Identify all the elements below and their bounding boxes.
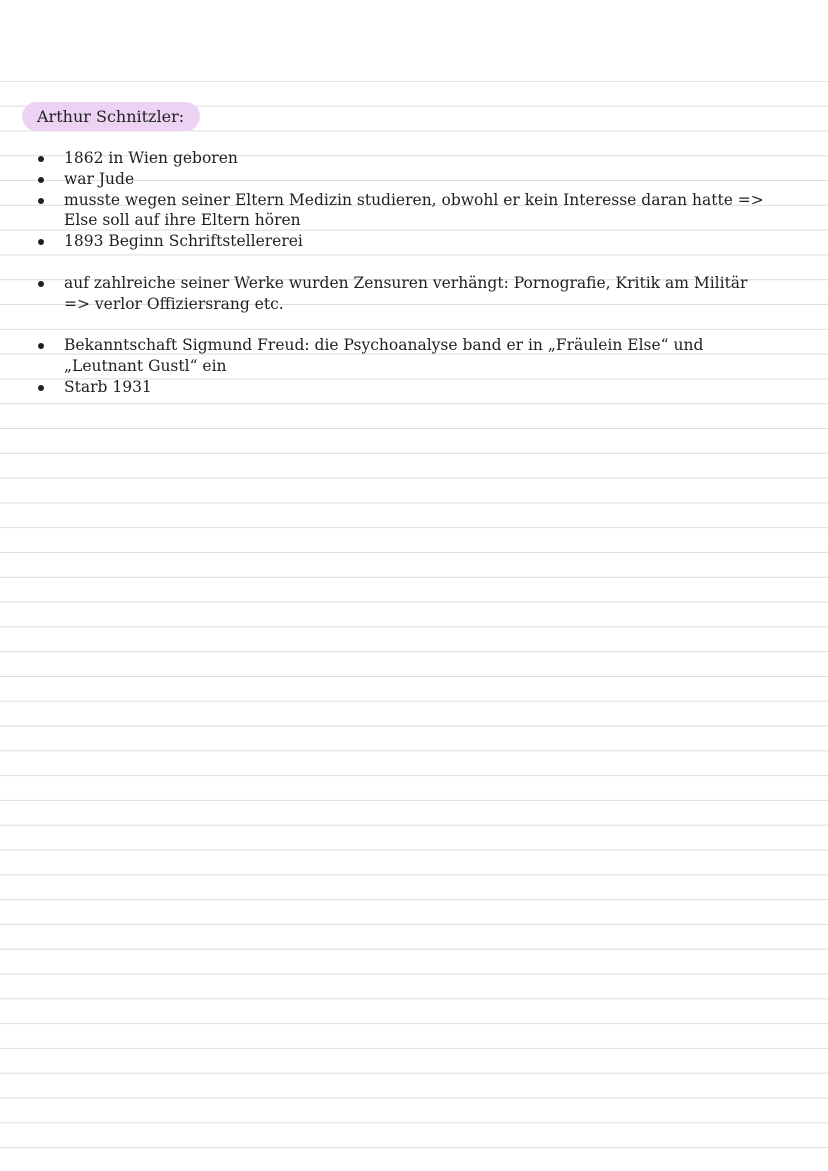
list-item-writing: [34, 231, 774, 252]
bullet-list: [34, 148, 774, 398]
list-item-text: 1862 in Wien geboren: [64, 149, 238, 167]
bullet-icon: [38, 177, 44, 183]
bullet-icon: [38, 156, 44, 162]
list-item-medicine: [34, 190, 774, 232]
list-item-freud: [34, 335, 774, 377]
bullet-icon: [38, 281, 44, 287]
list-item-text-continued: „Leutnant Gustl“ ein: [64, 356, 227, 375]
bullet-icon: [38, 385, 44, 391]
list-item-text-continued: Else soll auf ihre Eltern hören: [64, 211, 301, 230]
bullet-icon: [38, 343, 44, 349]
heading-highlight: [22, 102, 200, 131]
page-title: Arthur Schnitzler:: [37, 107, 185, 126]
list-item-text-continued: => verlor Offiziersrang etc.: [64, 294, 284, 313]
list-item-text: 1893 Beginn Schriftstellererei: [64, 232, 303, 251]
list-item-born: [34, 148, 774, 169]
list-item-text: Bekanntschaft Sigmund Freud: die Psychoanalyse band er in „Fräulein Else“ und: [64, 336, 704, 355]
list-item-jewish: [34, 169, 774, 190]
spacer: [34, 252, 774, 273]
list-item-text: war Jude: [64, 169, 135, 188]
bullet-icon: [38, 239, 44, 245]
list-item-text: musste wegen seiner Eltern Medizin studieren, obwohl er kein Interesse daran hatte =>: [64, 190, 764, 209]
list-item-text: auf zahlreiche seiner Werke wurden Zensuren verhängt: Pornografie, Kritik am Militär: [64, 273, 748, 292]
list-item-censorship: [34, 273, 774, 315]
top-margin: [0, 0, 828, 81]
list-item-died: [34, 377, 774, 398]
bullet-icon: [38, 198, 44, 204]
list-item-text: Starb 1931: [64, 377, 152, 396]
spacer: [34, 314, 774, 335]
